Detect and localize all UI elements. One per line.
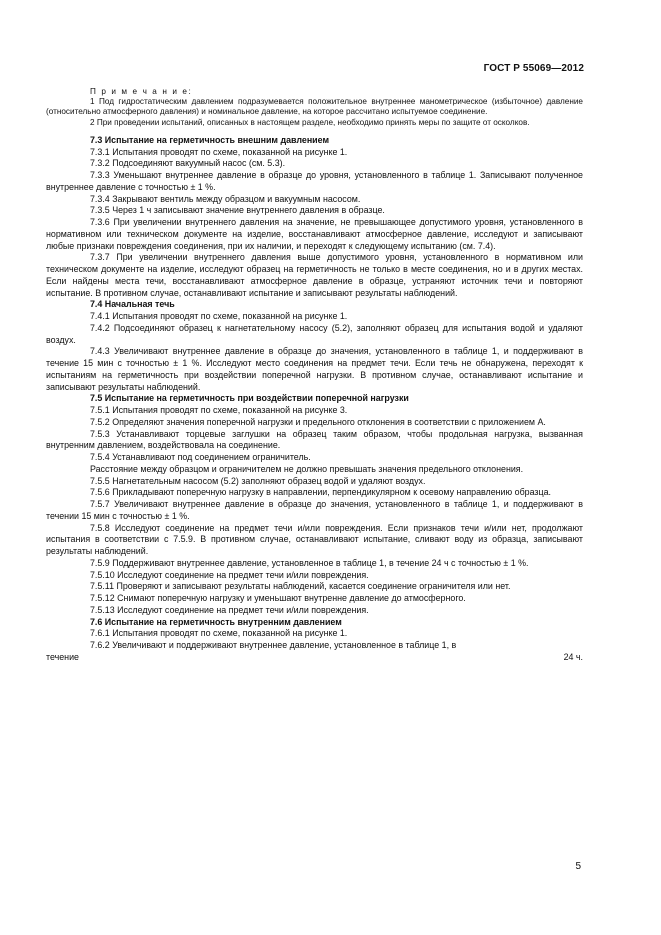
body-paragraph: Расстояние между образцом и ограничителем не должно превышать значения предельного отклонения. (90, 463, 524, 474)
section-heading: 7.5 Испытание на герметичность при воздействии поперечной нагрузки (90, 393, 409, 404)
body-paragraph: 7.5.3 Устанавливают торцевые заглушки на образец таким образом, чтобы продольная нагрузка, вызванная внутренним давлением, воздействовала на соединение. (46, 428, 583, 451)
body-paragraph: 7.5.7 Увеличивают внутреннее давление в образце до значения, установленного в таблице 1, и поддерживают в течении 15 мин с точностью ± 1 %. (46, 499, 583, 521)
body-paragraph: 7.5.6 Прикладывают поперечную нагрузку в направлении, перпендикулярном к осевому направлению образца. (90, 487, 551, 498)
final-line-right: 24 ч. (563, 651, 583, 662)
body-paragraph: 7.6.2 Увеличивают и поддерживают внутреннее давление, установленное в таблице 1, в (90, 640, 457, 651)
body-paragraph: 7.4.3 Увеличивают внутреннее давление в образце до значения, установленного в таблице 1, и поддерживают в течение 15 мин с точностью ± 1 %. Исследуют место соединения на предмет течи. Если течь не обнаружена, переходят к испытаниям на герметичность при воздействии поперечной нагрузки. В противном случае, останавливают испытание и записывают результаты наблюдений. (46, 346, 583, 392)
section-heading: 7.6 Испытание на герметичность внутренним давлением (90, 616, 342, 627)
note-block (46, 87, 583, 128)
body-paragraph: 7.4.2 Подсоединяют образец к нагнетательному насосу (5.2), заполняют образец для испытания водой и удаляют воздух. (46, 322, 583, 345)
body-paragraph: 7.5.1 Испытания проводят по схеме, показанной на рисунке 3. (90, 405, 348, 416)
body-paragraph: 7.3.6 При увеличении внутреннего давления на значение, не превышающее допустимого уровня, установленного в нормативном или техническом документе на изделие, восстанавливают атмосферное давление, исследуют и записывают любые признаки повреждения соединения, при их наличии, и переходят к следующему испытанию (см. 7.4). (46, 217, 583, 251)
body-paragraph: 7.4.1 Испытания проводят по схеме, показанной на рисунке 1. (90, 311, 348, 322)
section-heading: 7.3 Испытание на герметичность внешним давлением (90, 134, 330, 145)
body-paragraph: 7.3.5 Через 1 ч записывают значение внутреннего давления в образце. (90, 205, 385, 216)
body-paragraph: 7.3.4 Закрывают вентиль между образцом и вакуумным насосом. (90, 193, 361, 204)
body-paragraph: 7.5.12 Снимают поперечную нагрузку и уменьшают внутренне давление до атмосферного. (90, 593, 466, 604)
note-item: 2 При проведении испытаний, описанных в настоящем разделе, необходимо принять меры по защите от осколков. (90, 117, 530, 127)
body-paragraph: 7.5.13 Исследуют соединение на предмет течи и/или повреждения. (90, 604, 369, 615)
body-paragraph: 7.3.7 При увеличении внутреннего давления выше допустимого уровня, установленного в нормативном или техническом документе на изделие, исследуют образец на герметичность не только в месте соединения, но и в других местах. Если найдены места течи, восстанавливают атмосферное давление в образце, устраняют источник течи и повторяют испытание. В противном случае, останавливают испытание и записывают результаты наблюдений. (46, 252, 583, 298)
body-paragraph: 7.5.2 Определяют значения поперечной нагрузки и предельного отклонения в соответствии с приложением А. (90, 416, 546, 427)
body-paragraph: 7.5.4 Устанавливают под соединением ограничитель. (90, 452, 311, 463)
standard-number: ГОСТ Р 55069—2012 (483, 63, 584, 74)
body-paragraph: 7.3.1 Испытания проводят по схеме, показанной на рисунке 1. (90, 146, 348, 157)
body-paragraph: 7.6.1 Испытания проводят по схеме, показанной на рисунке 1. (90, 628, 348, 639)
body-paragraph: 7.5.8 Исследуют соединение на предмет течи и/или повреждения. Если признаков течи и/или нет, продолжают испытания в соответствии с 7.5.9. В противном случае, останавливают испытание, сливают воду из образца, записывают результаты наблюдений. (46, 522, 583, 557)
body-paragraph: 7.5.11 Проверяют и записывают результаты наблюдений, касается соединение ограничителя или нет. (90, 581, 511, 592)
section-heading: 7.4 Начальная течь (90, 299, 175, 310)
final-line-left: течение (46, 651, 79, 662)
body-paragraph: 7.5.9 Поддерживают внутреннее давление, установленное в таблице 1, в течение 24 ч с точностью ± 1 %. (90, 557, 529, 568)
final-line (46, 652, 583, 664)
page-content (46, 87, 583, 664)
page-number: 5 (575, 861, 581, 872)
note-label: П р и м е ч а н и е: (90, 87, 193, 96)
body-paragraph: 7.5.5 Нагнетательным насосом (5.2) заполняют образец водой и удаляют воздух. (90, 475, 426, 486)
body-paragraph: 7.3.2 Подсоединяют вакуумный насос (см. 5.3). (90, 158, 286, 169)
note-item: 1 Под гидростатическим давлением подразумевается положительное внутреннее манометрическое (избыточное) давление (относительно атмосферного давления) и номинальное давление, на которое рассчитано испытуемое соединение. (46, 97, 583, 117)
body-paragraphs (46, 135, 583, 652)
body-paragraph: 7.5.10 Исследуют соединение на предмет течи и/или повреждения. (90, 569, 369, 580)
body-paragraph: 7.3.3 Уменьшают внутреннее давление в образце до уровня, установленного в таблице 1. Записывают полученное внутреннее давление с точностью ± 1 %. (46, 170, 583, 192)
